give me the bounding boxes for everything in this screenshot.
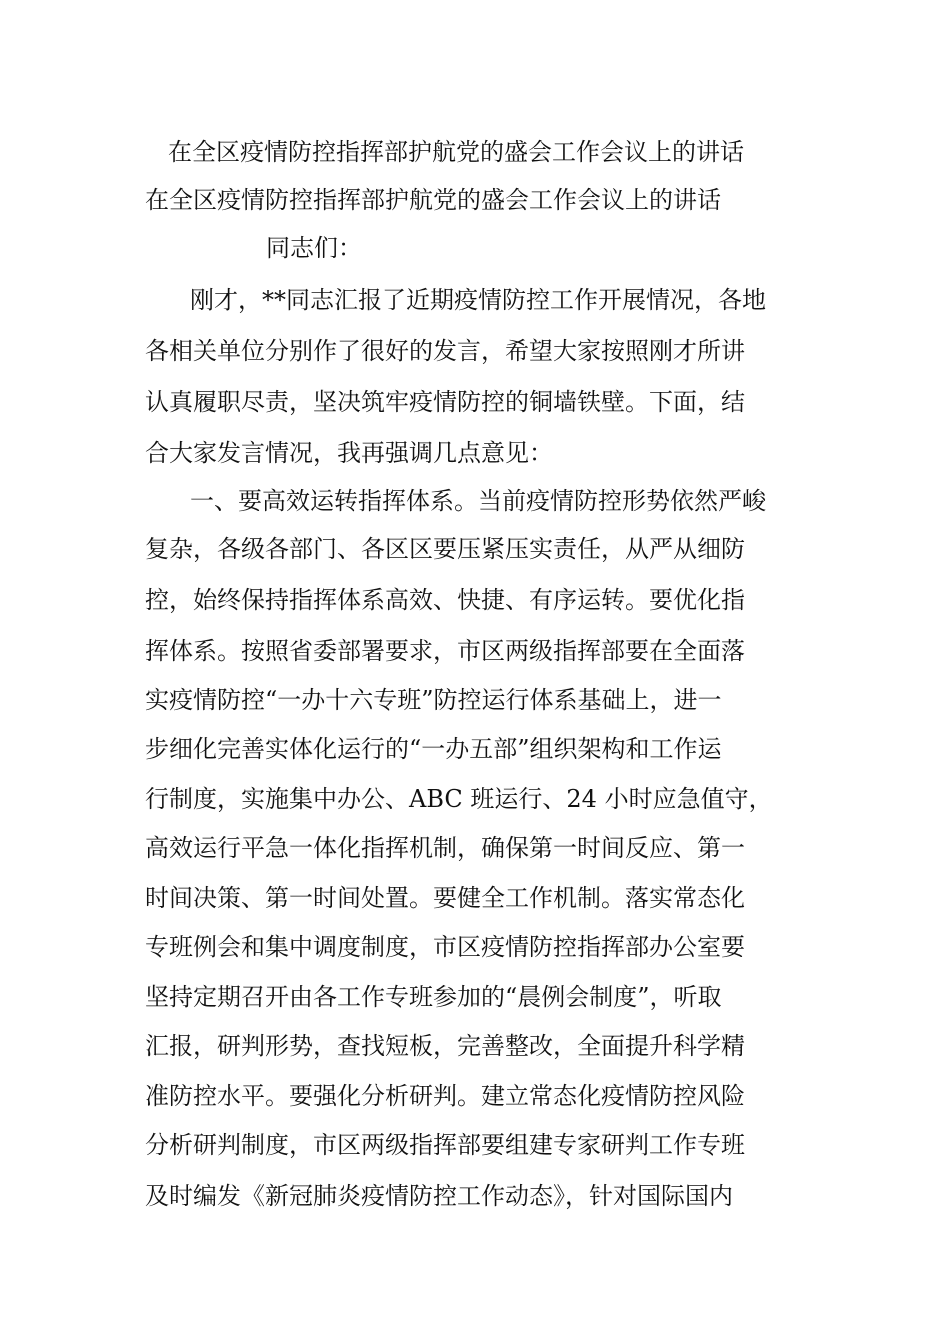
document-title: 在全区疫情防控指挥部护航党的盛会工作会议上的讲话 bbox=[168, 138, 744, 166]
body-line: 行制度，实施集中办公、ABC 班运行、24 小时应急值守， bbox=[145, 785, 773, 813]
body-line: 复杂，各级各部门、各区区要压紧压实责任，从严从细防 bbox=[145, 535, 745, 563]
body-line: 步细化完善实体化运行的“一办五部”组织架构和工作运 bbox=[145, 735, 722, 763]
body-line: 专班例会和集中调度制度，市区疫情防控指挥部办公室要 bbox=[145, 933, 745, 961]
body-line: 一、要高效运转指挥体系。当前疫情防控形势依然严峻 bbox=[190, 487, 766, 515]
body-line: 控，始终保持指挥体系高效、快捷、有序运转。要优化指 bbox=[145, 586, 745, 614]
body-line: 时间决策、第一时间处置。要健全工作机制。落实常态化 bbox=[145, 884, 745, 912]
body-line: 准防控水平。要强化分析研判。建立常态化疫情防控风险 bbox=[145, 1082, 745, 1110]
body-line: 及时编发《新冠肺炎疫情防控工作动态》，针对国际国内 bbox=[145, 1182, 733, 1210]
document-subtitle: 在全区疫情防控指挥部护航党的盛会工作会议上的讲话 bbox=[145, 186, 721, 214]
body-line: 刚才，**同志汇报了近期疫情防控工作开展情况，各地 bbox=[190, 286, 766, 314]
body-line: 各相关单位分别作了很好的发言，希望大家按照刚才所讲 bbox=[145, 337, 745, 365]
body-line: 合大家发言情况，我再强调几点意见： bbox=[145, 439, 553, 467]
body-line: 高效运行平急一体化指挥机制，确保第一时间反应、第一 bbox=[145, 834, 745, 862]
body-line: 坚持定期召开由各工作专班参加的“晨例会制度”，听取 bbox=[145, 983, 722, 1011]
salutation: 同志们： bbox=[266, 234, 362, 262]
body-line: 汇报，研判形势，查找短板，完善整改，全面提升科学精 bbox=[145, 1032, 745, 1060]
body-line: 分析研判制度，市区两级指挥部要组建专家研判工作专班 bbox=[145, 1131, 745, 1159]
body-line: 挥体系。按照省委部署要求，市区两级指挥部要在全面落 bbox=[145, 637, 745, 665]
body-line: 认真履职尽责，坚决筑牢疫情防控的铜墙铁壁。下面，结 bbox=[145, 388, 745, 416]
body-line: 实疫情防控“一办十六专班”防控运行体系基础上，进一 bbox=[145, 686, 722, 714]
